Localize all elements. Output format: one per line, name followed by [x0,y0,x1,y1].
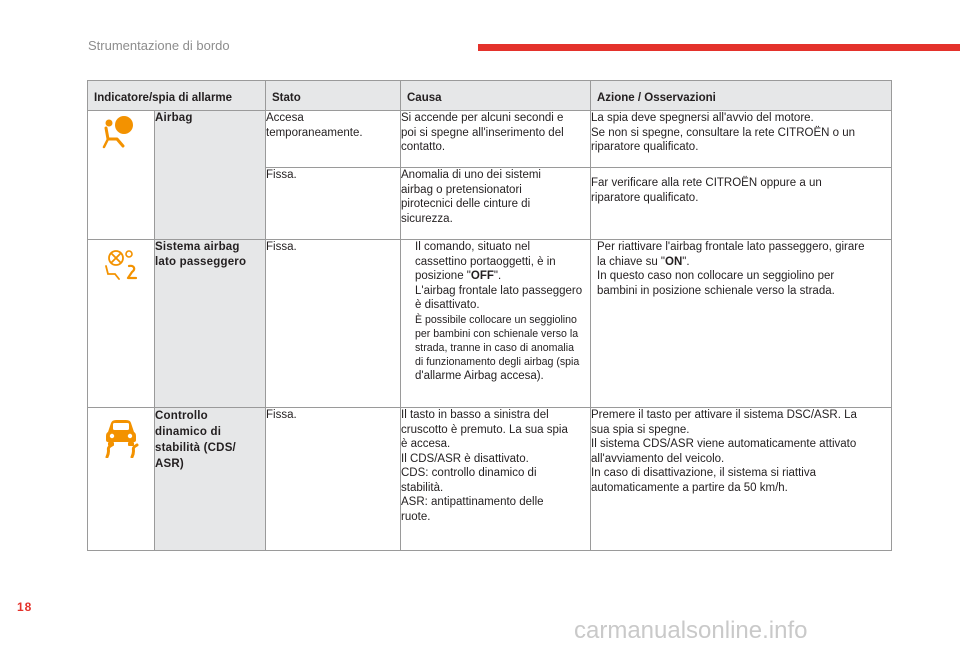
text-line: pirotecnici delle cinture di [401,198,531,210]
passenger-airbag-off-icon [103,248,139,282]
text-line: Per riattivare l'airbag frontale lato passeggero, girare [597,241,865,253]
azione-cell [591,111,892,168]
azione-cell [591,240,892,408]
header-accent-bar [478,44,960,51]
text-line: airbag o pretensionatori [401,183,522,196]
column-header-stato: Stato [266,81,401,111]
text-line: sua spia si spegne. [591,423,690,436]
stato-cell [266,111,401,168]
text-line: all'avviamento del veicolo. [591,452,725,465]
text-line: ASR: antipattinamento delle [401,496,544,508]
stato-cell [266,168,401,240]
watermark: carmanualsonline.info [574,617,808,644]
text-line: Accesa [266,112,304,124]
text-line: Premere il tasto per attivare il sistema DSC/ASR. La [591,409,857,421]
table-header-row [88,81,892,111]
text-line [597,255,891,270]
text-line: Il sistema CDS/ASR viene automaticamente attivato [591,438,857,450]
text-line: riparatore qualificato. [591,191,699,204]
indicator-name-stability-control [155,408,266,551]
text-fragment: ". [493,270,502,282]
icon-cell [88,408,155,551]
text-line: contatto. [401,141,446,153]
text-line: strada, tranne in caso di anomalia [415,341,574,354]
causa-cell [401,111,591,168]
stato-cell [266,408,401,551]
icon-cell [88,240,155,408]
text-line: Fissa. [266,169,297,181]
text-line: L'airbag frontale lato passeggero [415,284,583,297]
text-line: automaticamente a partire da 50 km/h. [591,481,788,494]
text-line: bambini in posizione schienale verso la strada. [597,284,835,297]
text-fragment: posizione " [415,270,471,282]
name-line: Controllo [155,410,208,422]
text-line: CDS: controllo dinamico di [401,467,537,479]
page-number: 18 [17,600,33,614]
name-line: lato passeggero [155,255,247,268]
text-line: Fissa. [266,241,297,253]
text-line: Il comando, situato nel [415,241,531,253]
text-line: Il tasto in basso a sinistra del [401,409,549,421]
airbag-warning-icon [102,115,140,149]
azione-cell [591,408,892,551]
text-line: è disattivato. [415,299,480,311]
text-line: di funzionamento degli airbag (spia [415,355,580,368]
text-line: Far verificare alla rete CITROËN oppure a un [591,177,822,189]
text-line: cassettino portaoggetti, è in [415,255,556,268]
indicator-name-airbag: Airbag [155,111,266,240]
on-keyword: ON [665,255,683,268]
text-line: riparatore qualificato. [591,141,699,153]
text-line: È possibile collocare un seggiolino [415,313,577,326]
text-line: stabilità. [401,481,444,494]
causa-cell [401,168,591,240]
off-keyword: OFF [470,270,494,282]
dsc-asr-skid-icon [103,418,139,458]
text-line: Si accende per alcuni secondi e [401,112,564,124]
table-row-stability-control [88,408,892,551]
name-line: dinamico di [155,426,222,438]
text-line: sicurezza. [401,212,453,225]
warning-lights-table [87,80,892,551]
table-row-airbag [88,111,892,168]
text-fragment: ". [682,255,690,268]
name-line: Sistema airbag [155,241,240,253]
causa-cell [401,408,591,551]
column-header-indicator: Indicatore/spia di allarme [88,81,266,111]
text-line: La spia deve spegnersi all'avvio del motore. [591,112,814,124]
text-line: per bambini con schienale verso la [415,327,579,340]
text-line: In questo caso non collocare un seggiolino per [597,270,835,282]
name-line: ASR) [155,458,184,470]
section-title: Strumentazione di bordo [88,38,230,53]
icon-cell [88,111,155,240]
azione-cell [591,168,892,240]
text-line: Anomalia di uno dei sistemi [401,169,541,181]
text-line: Il CDS/ASR è disattivato. [401,452,529,465]
text-line: è accesa. [401,438,451,450]
indicator-name-passenger-airbag [155,240,266,408]
text-line: Fissa. [266,409,297,421]
column-header-causa: Causa [401,81,591,111]
name-line: stabilità (CDS/ [155,442,236,454]
stato-cell [266,240,401,408]
text-fragment: la chiave su " [597,255,666,268]
column-header-azione: Azione / Osservazioni [591,81,892,111]
text-line: cruscotto è premuto. La sua spia [401,423,568,436]
text-line: d'allarme Airbag accesa). [415,369,544,382]
table-row-passenger-airbag [88,240,892,408]
text-line: temporaneamente. [266,126,363,139]
text-line [415,269,590,284]
text-line: poi si spegne all'inserimento del [401,126,564,139]
text-line: Se non si spegne, consultare la rete CITROËN o un [591,126,856,139]
text-line: In caso di disattivazione, il sistema si riattiva [591,467,816,479]
text-line: ruote. [401,510,431,523]
causa-cell [401,240,591,408]
